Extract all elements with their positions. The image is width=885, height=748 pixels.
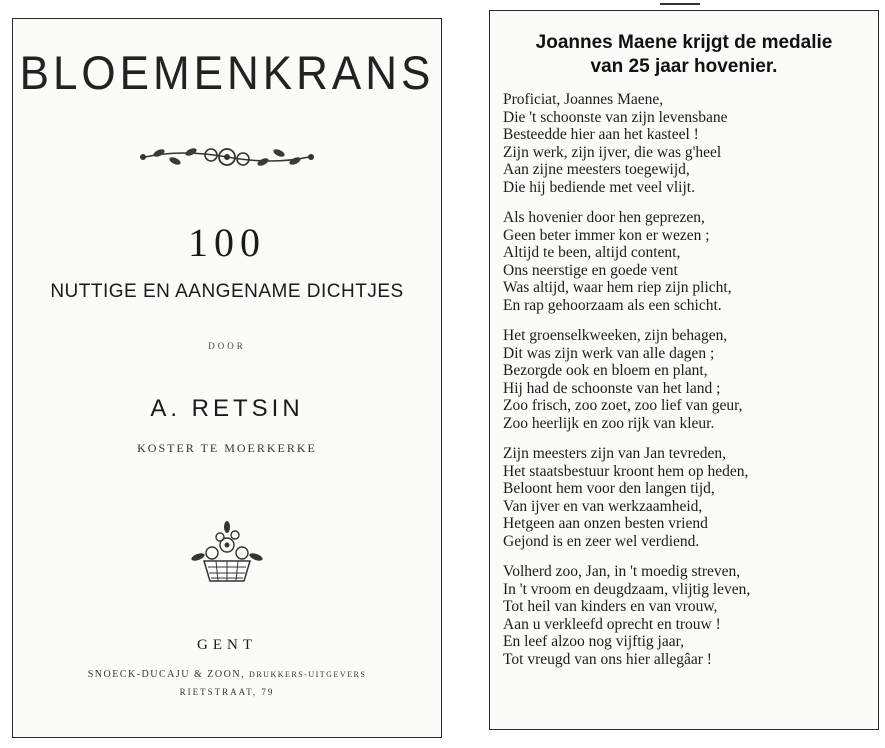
poem-line: Altijd te been, altijd content, (503, 244, 681, 261)
poem-line: Het staatsbestuur kroont hem op heden, (503, 462, 749, 480)
poem-line: Zoo frisch, zoo zoet, zoo lief van geur, (503, 397, 743, 414)
poem-line: Die hij bediende met veel vlijt. (503, 178, 695, 196)
poem-line: Besteedde hier aan het kasteel ! (503, 126, 699, 143)
floral-garland-icon (13, 137, 441, 177)
poem-clipping (489, 10, 879, 730)
poem-line: Gejond is en zeer wel verdiend. (503, 532, 700, 550)
poem-line: Proficiat, Joannes Maene, (503, 91, 664, 108)
poem-line: Volherd zoo, Jan, in 't moedig streven, (503, 563, 741, 580)
poem-line: Ons neerstige en goede vent (503, 261, 678, 279)
poem-line: Hij had de schoonste van het land ; (503, 379, 721, 397)
poem-line: Tot vreugd van ons hier allegâar ! (503, 650, 712, 668)
poem-line: Was altijd, waar hem riep zijn plicht, (503, 279, 732, 296)
author-name: A. RETSIN (150, 395, 304, 422)
poem-stanza (503, 445, 868, 550)
poem-line: Geen beter immer kon er wezen ; (503, 226, 710, 244)
flower-basket-icon (13, 519, 441, 589)
by-label: DOOR (208, 341, 246, 351)
book-subtitle: NUTTIGE EN AANGENAME DICHTJES (50, 281, 404, 302)
poem-line: Bezorgde ook en bloem en plant, (503, 362, 708, 379)
publication-city: GENT (197, 637, 257, 653)
poem-line: Tot heil van kinders en van vrouw, (503, 598, 718, 615)
publisher (13, 669, 441, 680)
poem-stanza (503, 327, 868, 432)
publisher-name: SNOECK-DUCAJU & ZOON, (87, 669, 246, 680)
book-title-page (12, 18, 442, 738)
poem-title (490, 31, 878, 79)
poem-line: Dit was zijn werk van alle dagen ; (503, 344, 715, 362)
poem-line: Als hovenier door hen geprezen, (503, 209, 705, 226)
poem-line: En rap gehoorzaam als een schicht. (503, 296, 722, 314)
poem-line: Beloont hem voor den langen tijd, (503, 480, 715, 497)
poem-stanza (503, 209, 868, 314)
clipping-top-rule (660, 3, 700, 11)
poem-line: Hetgeen aan onzen besten vriend (503, 515, 708, 532)
poem-line: Het groenselkweeken, zijn behagen, (503, 327, 728, 344)
poem-title-line: Joannes Maene krijgt de medalie (535, 32, 833, 53)
book-title: BLOEMENKRANS (19, 47, 435, 100)
poem-title-line: van 25 jaar hovenier. (590, 56, 778, 77)
poem-stanza (503, 91, 868, 196)
publisher-address: RIETSTRAAT, 79 (179, 687, 275, 697)
poem-line: Aan u verkleefd oprecht en trouw ! (503, 615, 721, 633)
poem-line: En leef alzoo nog vijftig jaar, (503, 633, 685, 650)
poem-line: Aan zijne meesters toegewijd, (503, 161, 690, 178)
poem-line: In 't vroom en deugdzaam, vlijtig leven, (503, 580, 751, 598)
poem-body (503, 91, 868, 681)
poem-line: Van ijver en van werkzaamheid, (503, 497, 703, 515)
poem-line: Zijn meesters zijn van Jan tevreden, (503, 445, 726, 462)
author-role: KOSTER TE MOERKERKE (137, 441, 317, 455)
poem-count: 100 (188, 220, 266, 265)
poem-line: Zijn werk, zijn ijver, die was g'heel (503, 143, 722, 161)
poem-stanza (503, 563, 868, 668)
poem-line: Zoo heerlijk en zoo rijk van kleur. (503, 414, 715, 432)
publisher-role: DRUKKERS-UITGEVERS (249, 670, 367, 679)
poem-line: Die 't schoonste van zijn levensbane (503, 108, 728, 126)
